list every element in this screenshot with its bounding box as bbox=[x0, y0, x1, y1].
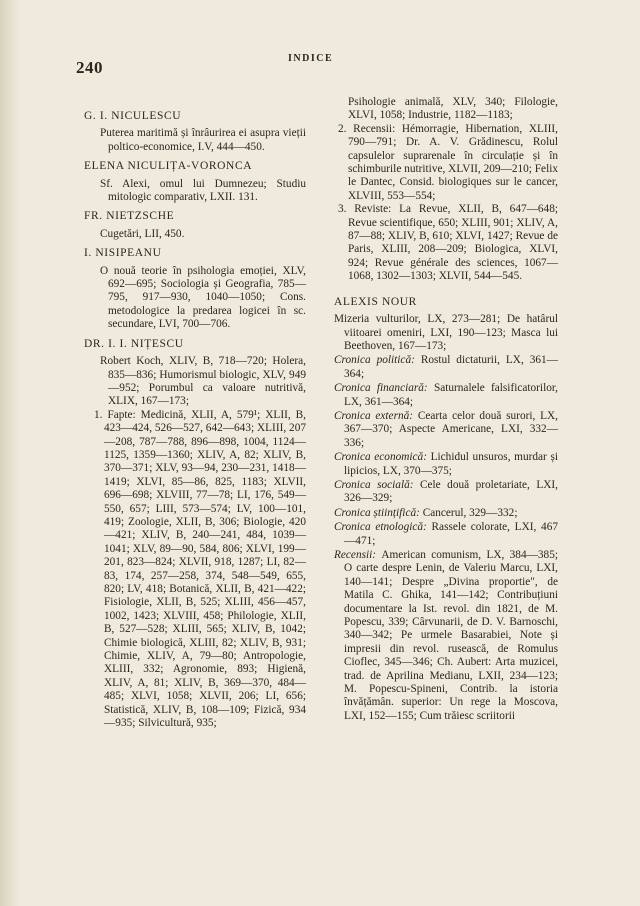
item-label: Recensii: bbox=[334, 549, 382, 561]
item-text: Lichidul unsuros, murdar și lipicios, LX, 370—375; bbox=[344, 451, 558, 477]
item-label: Cronica științifică: bbox=[334, 506, 423, 519]
list-item bbox=[334, 451, 558, 478]
list-item bbox=[334, 410, 558, 450]
item-label: Cronica etnologică: bbox=[334, 521, 432, 534]
author-name: DR. I. I. NIȚESCU bbox=[84, 337, 184, 350]
list-item bbox=[334, 521, 558, 548]
list-item bbox=[334, 507, 558, 520]
index-entry bbox=[84, 210, 306, 241]
item-text: Mizeria vulturilor, LX, 273—281; De hatârul viitoarei omeniri, LXI, 190—123; Masca lui Beethoven, 167—173; bbox=[334, 313, 558, 352]
author-name: G. I. NICULESCU bbox=[84, 110, 182, 122]
entry-text: Sf. Alexi, omul lui Dumnezeu; Studiu mitologic comparativ, LXII. 131. bbox=[100, 177, 306, 204]
item-label: Cronica politică: bbox=[334, 354, 421, 367]
right-column bbox=[334, 96, 558, 724]
item-text: Rassele colorate, LXI, 467—471; bbox=[344, 521, 558, 547]
list-item bbox=[334, 313, 558, 353]
author-item-list bbox=[334, 313, 558, 723]
continued-text: Psihologie animală, XLV, 340; Filologie, XLVI, 1058; Industrie, 1182—1183; bbox=[348, 96, 558, 122]
list-item bbox=[334, 354, 558, 381]
running-head: INDICE bbox=[288, 53, 334, 64]
entry-subitem: 3. Reviste: La Revue, XLII, B, 647—648; Revue scientifique, 650; XLIII, 901; XLIV, A, 87—88; XLIV, B, 610; XLVI, 1427; Revue de Paris, XLIII, 208—209; Biologica, XLVI, 924; Revue générale des sciences, 1067—1068, 1302—1303; XLVII, 544—545. bbox=[338, 203, 558, 283]
entry-text: Robert Koch, XLIV, B, 718—720; Holera, 835—836; Humorismul biologic, XLV, 949—952; Porumbul ca valoare nutritivă, XLIX, 167—173; bbox=[100, 355, 306, 408]
item-text: Saturnalele falsificatorilor, LX, 361—364; bbox=[344, 382, 558, 408]
author-name: FR. NIETZSCHE bbox=[84, 210, 175, 223]
list-item bbox=[334, 479, 558, 506]
page-number: 240 bbox=[76, 58, 103, 77]
author-name: ELENA NICULIȚA-VORONCA bbox=[84, 160, 253, 173]
index-entry bbox=[84, 338, 306, 731]
index-entry bbox=[84, 160, 306, 204]
item-text: Cele două proletariate, LXI, 326—329; bbox=[344, 478, 558, 505]
left-column bbox=[84, 110, 306, 736]
item-label: Cronica socială: bbox=[334, 478, 420, 491]
entry-text: O nouă teorie în psihologia emoției, XLV, 692—695; Sociologia și Geografia, 785—795, 917—930, 1040—1050; Cons. metodologice la predarea logicei în sc. secundare, LVI, 700—706. bbox=[100, 264, 306, 331]
list-item bbox=[334, 549, 558, 723]
list-item bbox=[334, 382, 558, 409]
entry-text: Cugetări, LII, 450. bbox=[100, 227, 185, 240]
author-name: I. NISIPEANU bbox=[84, 247, 162, 260]
index-entry bbox=[84, 110, 306, 154]
entry-text: Puterea maritimă și înrâurirea ei asupra vieții poltico-economice, I.V, 444—450. bbox=[100, 127, 306, 153]
item-text: Cancerul, 329—332; bbox=[422, 506, 518, 519]
item-label: Cronica financiară: bbox=[334, 382, 434, 395]
index-entry bbox=[84, 247, 306, 331]
item-label: Cronica economică: bbox=[334, 451, 431, 464]
item-text: American comunism, LX, 384—385; O carte despre Lenin, de Valeriu Marcu, LXI, 140—141; Despre „Divina proportie", de Matila C. Ghika, 141—142; Contribuțiuni documentare la Ist. revol. din 1821, de M. Popescu, 339; Cârvunarii, de D. V. Barnoschi, 340—342; Pe urmele Basarabiei, Note și impresii din revol. rusească, de Romulus Cioflec, 345—346; Ch. Aubert: Arta muzicei, trad. de Aprilina Medianu, LXII, 234—123; M. Popescu-Spineni, Contrib. la istoria învățămân. superior: Un rege la Moscova, LXI, 152—155; Cum trăiesc scriitorii bbox=[344, 549, 558, 722]
item-label: Cronica externă: bbox=[334, 409, 418, 422]
entry-subitem: 2. Recensii: Hémorragie, Hibernation, XLIII, 790—791; Dr. A. V. Grădinescu, Rolul capsulelor suprarenale în circulație și în schimburile nutritive, XLVII, 209—210; Felix le Dantec, Consid. biologiques sur le cancer, XLVIII, 553—554; bbox=[338, 122, 558, 202]
item-text: Cearta celor două surori, LX, 367—370; Aspecte Americane, LXI, 332—336; bbox=[344, 409, 558, 449]
entry-subitem: 1. Fapte: Medicină, XLII, A, 579¹; XLII, B, 423—424, 526—527, 642—643; XLIII, 207—208, 787—788, 896—898, 1004, 1124—1125, 1359—1360; XLIV, A, 82; XLIV, B, 370—371; XLV, 93—94, 230—231, 1418—1419; XLVI, 85—86, 825, 1183; XLVII, 696—698; XLVIII, 77—78; LI, 176, 549—550, 657; LIII, 573—574; LV, 100—101, 419; Zoologie, XLII, B, 306; Biologie, 420—421; XLIV, B, 240—241, 484, 1039—1041; XLV, 89—90, 584, 806; XLVI, 199—201, 823—824; XLVII, 918, 1287; LI, 82—83, 174, 257—258, 374, 548—549, 655, 820; LV, 418; Botanică, XLII, B, 421—422; Fisiologie, XLII, B, 525; XLIII, 456—457, 1002, 1423; XLVIII, 458; Philologie, XLII, B, 527—528; XLIII, 565; XLIV, B, 1042; Chimie biologică, XLIII, 82; XLIV, B, 931; Chimie, XLIV, A, 79—80; Antropologie, XLIII, 332; Agronomie, 893; Higienă, XLIV, A, 81; XLIV, B, 369—370, 484—485; XLVI, 1058; XLVII, 206; LI, 656; Statistică, XLIV, B, 108—109; Fizică, 934—935; Silvicultură, 935; bbox=[94, 408, 306, 730]
page-fold-shadow bbox=[0, 0, 20, 906]
author-name: ALEXIS NOUR bbox=[334, 295, 417, 308]
item-text: Rostul dictaturii, LX, 361—364; bbox=[344, 354, 558, 380]
